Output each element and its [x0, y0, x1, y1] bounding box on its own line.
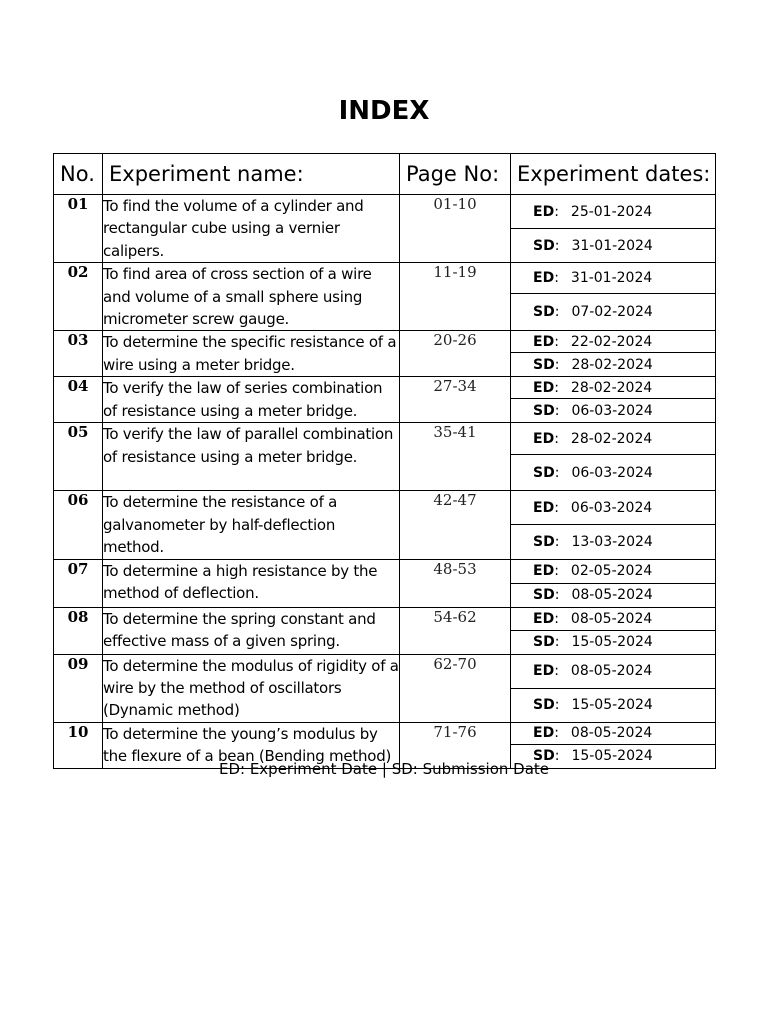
page-range: 27-34	[400, 377, 511, 423]
experiment-dates-cell	[511, 654, 716, 722]
sd-label: SD	[533, 748, 555, 765]
experiment-name: To find area of cross section of a wire and volume of a small sphere using micrometer screw gauge.	[103, 263, 400, 331]
table-row	[54, 377, 716, 423]
sd-label: SD	[533, 402, 555, 419]
date-legend: ED: Experiment Date | SD: Submission Date	[218, 760, 550, 778]
experiment-dates-cell	[511, 607, 716, 654]
submission-date-value: 08-05-2024	[571, 587, 653, 604]
experiment-date: ED : 08-05-2024	[511, 723, 715, 745]
submission-date: SD : 08-05-2024	[533, 587, 653, 604]
experiment-date: ED : 22-02-2024	[511, 331, 715, 353]
experiment-date: ED : 28-02-2024	[511, 423, 715, 455]
experiment-name: To find the volume of a cylinder and rectangular cube using a vernier calipers.	[103, 195, 400, 263]
submission-date-value: 06-03-2024	[571, 402, 653, 419]
experiment-dates-cell	[511, 377, 716, 423]
ed-label: ED	[533, 203, 555, 220]
experiment-name: To determine the young’s modulus by the flexure of a bean (Bending method)	[103, 722, 400, 768]
submission-date: SD : 15-05-2024	[533, 748, 653, 765]
experiment-name: To determine a high resistance by the method of deflection.	[103, 559, 400, 607]
header-experiment-dates: Experiment dates:	[511, 154, 716, 195]
submission-date-value: 07-02-2024	[571, 304, 653, 321]
submission-date: SD : 06-03-2024	[533, 464, 653, 481]
row-number: 05	[54, 423, 103, 491]
page-range: 20-26	[400, 331, 511, 377]
experiment-dates-cell	[511, 559, 716, 607]
submission-date: SD : 06-03-2024	[533, 402, 653, 419]
page-title: INDEX	[338, 96, 430, 126]
page-range: 71-76	[400, 722, 511, 768]
table-row	[54, 559, 716, 607]
experiment-name: To determine the spring constant and effective mass of a given spring.	[103, 607, 400, 654]
submission-date: SD : 15-05-2024	[533, 697, 653, 714]
row-number: 08	[54, 607, 103, 654]
index-table	[53, 153, 716, 769]
row-number: 02	[54, 263, 103, 331]
table-row	[54, 423, 716, 491]
experiment-date: ED : 28-02-2024	[511, 377, 715, 399]
submission-date: SD : 13-03-2024	[533, 533, 653, 550]
sd-label: SD	[533, 356, 555, 373]
header-no: No.	[54, 154, 103, 195]
sd-label: SD	[533, 533, 555, 550]
experiment-date-value: 08-05-2024	[570, 663, 653, 680]
submission-date-value: 15-05-2024	[571, 634, 653, 651]
table-header-row	[54, 154, 716, 195]
experiment-date: ED : 06-03-2024	[511, 491, 715, 525]
submission-date-value: 15-05-2024	[571, 697, 653, 714]
experiment-name: To determine the modulus of rigidity of a wire by the method of oscillators (Dynamic method)	[103, 654, 400, 722]
submission-date-value: 13-03-2024	[571, 533, 653, 550]
sd-label: SD	[533, 697, 555, 714]
table-row	[54, 195, 716, 263]
experiment-name: To determine the resistance of a galvanometer by half-deflection method.	[103, 491, 400, 559]
sd-label: SD	[533, 634, 555, 651]
page-range: 48-53	[400, 559, 511, 607]
experiment-date: ED : 08-05-2024	[511, 655, 715, 689]
row-number: 03	[54, 331, 103, 377]
ed-label: ED	[533, 379, 555, 396]
experiment-date-value: 22-02-2024	[570, 333, 653, 350]
ed-label: ED	[533, 270, 555, 287]
experiment-date-value: 28-02-2024	[570, 430, 653, 447]
row-number: 10	[54, 722, 103, 768]
table-row	[54, 491, 716, 559]
row-number: 07	[54, 559, 103, 607]
experiment-name: To determine the specific resistance of a wire using a meter bridge.	[103, 331, 400, 377]
experiment-date: ED : 08-05-2024	[511, 608, 715, 631]
ed-label: ED	[533, 563, 555, 580]
submission-date-value: 28-02-2024	[571, 356, 653, 373]
submission-date-value: 15-05-2024	[571, 748, 653, 765]
submission-date-value: 06-03-2024	[571, 464, 653, 481]
row-number: 09	[54, 654, 103, 722]
table-row	[54, 263, 716, 331]
sd-label: SD	[533, 237, 555, 254]
experiment-date: ED : 25-01-2024	[511, 195, 715, 229]
experiment-date-value: 06-03-2024	[570, 499, 653, 516]
experiment-date-value: 25-01-2024	[570, 203, 653, 220]
table-body	[54, 195, 716, 769]
submission-date: SD : 07-02-2024	[533, 304, 653, 321]
header-experiment-name: Experiment name:	[103, 154, 400, 195]
page-range: 01-10	[400, 195, 511, 263]
experiment-date-value: 08-05-2024	[570, 610, 653, 627]
ed-label: ED	[533, 610, 555, 627]
sd-label: SD	[533, 304, 555, 321]
experiment-date-value: 31-01-2024	[570, 270, 653, 287]
experiment-dates-cell	[511, 491, 716, 559]
experiment-dates-cell	[511, 331, 716, 377]
experiment-date-value: 08-05-2024	[570, 725, 653, 742]
page-range: 62-70	[400, 654, 511, 722]
ed-label: ED	[533, 499, 555, 516]
page-range: 54-62	[400, 607, 511, 654]
experiment-date-value: 02-05-2024	[570, 563, 653, 580]
experiment-dates-cell	[511, 195, 716, 263]
table-row	[54, 331, 716, 377]
ed-label: ED	[533, 333, 555, 350]
page-range: 11-19	[400, 263, 511, 331]
sd-label: SD	[533, 464, 555, 481]
ed-label: ED	[533, 430, 555, 447]
experiment-name: To verify the law of series combination of resistance using a meter bridge.	[103, 377, 400, 423]
experiment-dates-cell	[511, 423, 716, 491]
header-page-no: Page No:	[400, 154, 511, 195]
submission-date-value: 31-01-2024	[571, 237, 653, 254]
submission-date: SD : 28-02-2024	[533, 356, 653, 373]
submission-date: SD : 15-05-2024	[533, 634, 653, 651]
submission-date: SD : 31-01-2024	[533, 237, 653, 254]
row-number: 06	[54, 491, 103, 559]
experiment-name: To verify the law of parallel combination of resistance using a meter bridge.	[103, 423, 400, 491]
table-row	[54, 607, 716, 654]
row-number: 01	[54, 195, 103, 263]
page-range: 42-47	[400, 491, 511, 559]
experiment-date: ED : 02-05-2024	[511, 560, 715, 584]
ed-label: ED	[533, 725, 555, 742]
experiment-date-value: 28-02-2024	[570, 379, 653, 396]
experiment-dates-cell	[511, 263, 716, 331]
ed-label: ED	[533, 663, 555, 680]
sd-label: SD	[533, 587, 555, 604]
row-number: 04	[54, 377, 103, 423]
experiment-date: ED : 31-01-2024	[511, 263, 715, 294]
table-row	[54, 654, 716, 722]
page-range: 35-41	[400, 423, 511, 491]
